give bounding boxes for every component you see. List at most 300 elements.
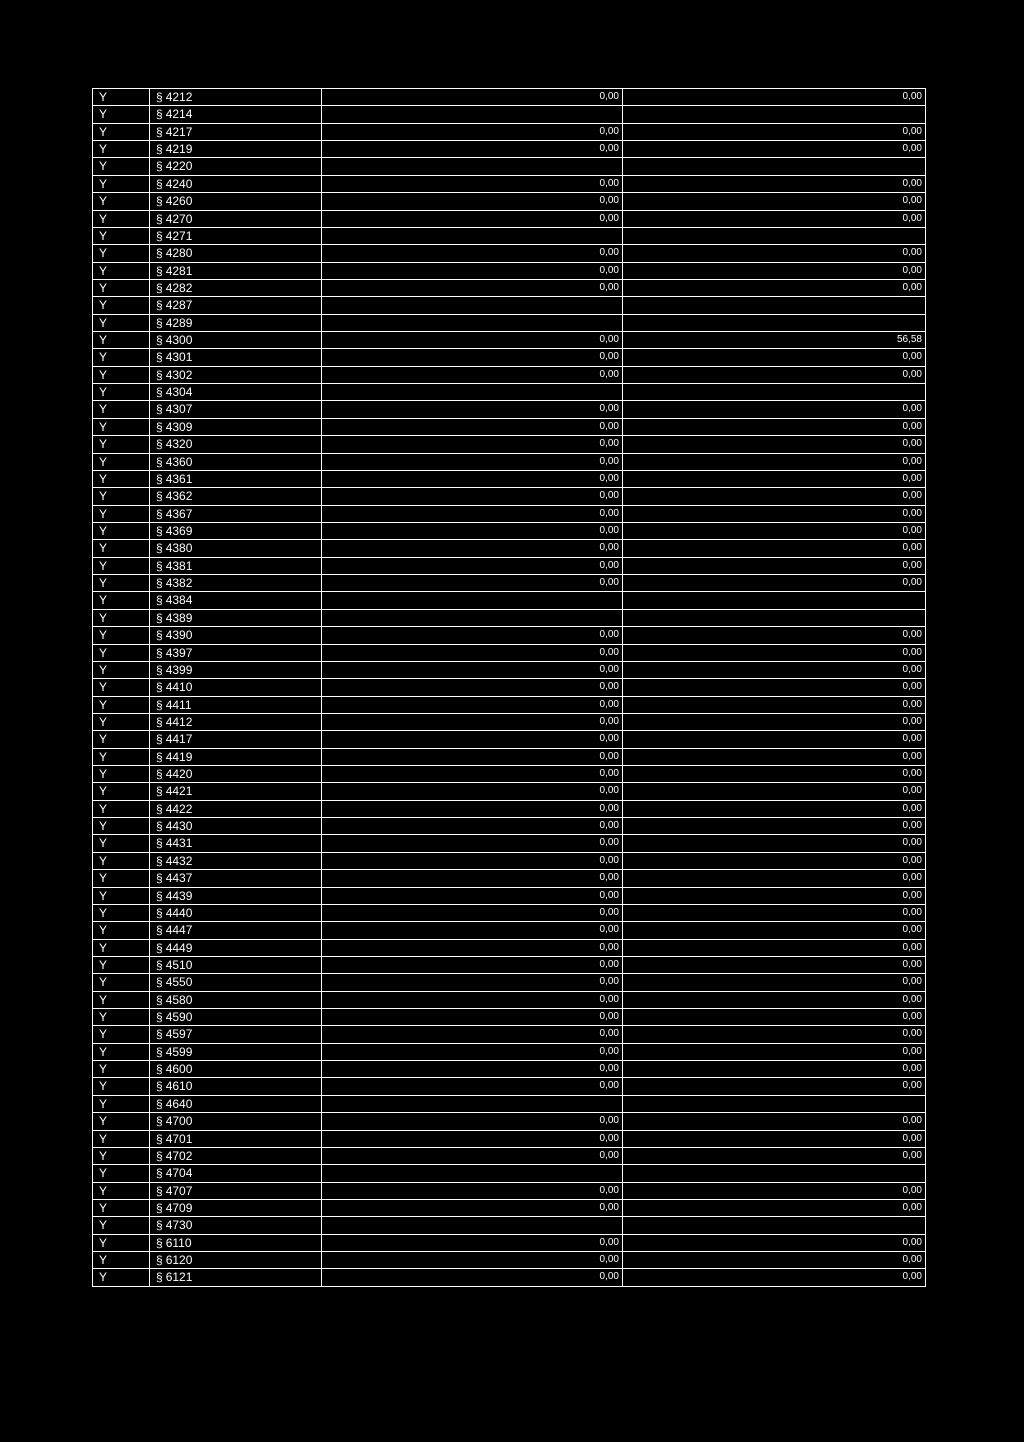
section-sign-icon: § <box>156 350 163 365</box>
paragraph-cell <box>150 731 322 747</box>
value-cell-1 <box>322 1165 623 1181</box>
paragraph-number: 4417 <box>165 732 193 747</box>
paragraph-cell <box>150 870 322 886</box>
value-cell-2: 0,00 <box>902 993 922 1005</box>
value-cell-1: 0,00 <box>322 1026 623 1042</box>
paragraph-number: 4420 <box>165 767 193 782</box>
value-cell-2: 0,00 <box>902 438 922 450</box>
table-row <box>93 1131 925 1148</box>
value-cell-1: 0,00 <box>322 349 623 365</box>
value-cell-2: 0,00 <box>902 837 922 849</box>
section-sign-icon: § <box>156 541 163 556</box>
paragraph-cell <box>150 211 322 227</box>
type-cell: Y <box>93 870 150 886</box>
paragraph-number: 4431 <box>165 836 193 851</box>
paragraph-cell <box>150 332 322 348</box>
section-sign-icon: § <box>156 732 163 747</box>
value-cell-2: 0,00 <box>902 715 922 727</box>
table-row <box>93 749 925 766</box>
section-sign-icon: § <box>156 992 163 1007</box>
section-sign-icon: § <box>156 1166 163 1181</box>
section-sign-icon: § <box>156 628 163 643</box>
value-cell-1 <box>322 1096 623 1112</box>
section-sign-icon: § <box>156 333 163 348</box>
paragraph-cell <box>150 124 322 140</box>
paragraph-number: 4707 <box>165 1183 193 1198</box>
type-cell: Y <box>93 1061 150 1077</box>
paragraph-number: 4432 <box>165 853 193 868</box>
type-cell: Y <box>93 853 150 869</box>
table-row <box>93 349 925 366</box>
value-cell-1: 0,00 <box>322 679 623 695</box>
type-cell: Y <box>93 558 150 574</box>
type-cell: Y <box>93 1113 150 1129</box>
paragraph-cell <box>150 1217 322 1233</box>
section-sign-icon: § <box>156 680 163 695</box>
paragraph-number: 4422 <box>165 801 193 816</box>
table-row <box>93 419 925 436</box>
paragraph-cell <box>150 1200 322 1216</box>
value-cell-2: 0,00 <box>902 1236 922 1248</box>
paragraph-cell <box>150 749 322 765</box>
table-row <box>93 523 925 540</box>
type-cell: Y <box>93 835 150 851</box>
table-row <box>93 488 925 505</box>
type-cell: Y <box>93 749 150 765</box>
table-row <box>93 905 925 922</box>
value-cell-1: 0,00 <box>322 471 623 487</box>
value-cell-2: 0,00 <box>902 698 922 710</box>
paragraph-number: 4700 <box>165 1114 193 1129</box>
value-cell-2: 0,00 <box>902 507 922 519</box>
type-cell: Y <box>93 1044 150 1060</box>
type-cell: Y <box>93 801 150 817</box>
section-sign-icon: § <box>156 940 163 955</box>
section-sign-icon: § <box>156 767 163 782</box>
section-sign-icon: § <box>156 1010 163 1025</box>
value-cell-1: 0,00 <box>322 263 623 279</box>
type-cell: Y <box>93 297 150 313</box>
section-sign-icon: § <box>156 1148 163 1163</box>
section-sign-icon: § <box>156 610 163 625</box>
section-sign-icon: § <box>156 489 163 504</box>
paragraph-number: 4437 <box>165 871 193 886</box>
type-cell: Y <box>93 89 150 105</box>
paragraph-cell <box>150 523 322 539</box>
paragraph-number: 4419 <box>165 749 193 764</box>
value-cell-1: 0,00 <box>322 367 623 383</box>
value-cell-1 <box>322 592 623 608</box>
section-sign-icon: § <box>156 1201 163 1215</box>
value-cell-2: 56,58 <box>896 334 922 346</box>
paragraph-number: 4600 <box>165 1062 193 1077</box>
value-cell-2: 0,00 <box>902 212 922 224</box>
section-sign-icon: § <box>156 801 163 816</box>
type-cell: Y <box>93 176 150 192</box>
type-cell: Y <box>93 315 150 331</box>
paragraph-number: 4730 <box>165 1218 193 1233</box>
value-cell-2 <box>623 610 925 626</box>
section-sign-icon: § <box>156 1027 163 1042</box>
paragraph-number: 4217 <box>165 124 193 139</box>
value-cell-2 <box>623 106 925 122</box>
paragraph-cell <box>150 367 322 383</box>
value-cell-2: 0,00 <box>902 802 922 814</box>
table-row <box>93 158 925 175</box>
paragraph-cell <box>150 558 322 574</box>
section-sign-icon: § <box>156 888 163 903</box>
paragraph-number: 4302 <box>165 367 193 382</box>
ledger-table <box>92 88 926 1287</box>
value-cell-2: 0,00 <box>902 577 922 589</box>
table-row <box>93 783 925 800</box>
paragraph-number: 4610 <box>165 1079 193 1094</box>
value-cell-2: 0,00 <box>902 195 922 207</box>
table-row <box>93 1269 925 1286</box>
type-cell: Y <box>93 263 150 279</box>
value-cell-2: 0,00 <box>902 455 922 467</box>
paragraph-cell <box>150 592 322 608</box>
paragraph-cell <box>150 436 322 452</box>
paragraph-cell <box>150 349 322 365</box>
type-cell: Y <box>93 1235 150 1251</box>
value-cell-1: 0,00 <box>322 540 623 556</box>
section-sign-icon: § <box>156 558 163 573</box>
type-cell: Y <box>93 124 150 140</box>
type-cell: Y <box>93 419 150 435</box>
table-row <box>93 332 925 349</box>
section-sign-icon: § <box>156 367 163 382</box>
type-cell: Y <box>93 523 150 539</box>
table-row <box>93 610 925 627</box>
paragraph-cell <box>150 280 322 296</box>
value-cell-1 <box>322 106 623 122</box>
table-row <box>93 1217 925 1234</box>
paragraph-cell <box>150 662 322 678</box>
paragraph-number: 4280 <box>165 246 193 261</box>
type-cell: Y <box>93 349 150 365</box>
value-cell-1: 0,00 <box>322 731 623 747</box>
paragraph-number: 4510 <box>165 957 193 972</box>
paragraph-number: 4397 <box>165 645 193 660</box>
table-row <box>93 1044 925 1061</box>
section-sign-icon: § <box>156 975 163 990</box>
paragraph-number: 4240 <box>165 176 193 191</box>
type-cell: Y <box>93 662 150 678</box>
section-sign-icon: § <box>156 1079 163 1094</box>
type-cell: Y <box>93 436 150 452</box>
paragraph-cell <box>150 575 322 591</box>
value-cell-2: 0,00 <box>902 490 922 502</box>
section-sign-icon: § <box>156 402 163 417</box>
paragraph-cell <box>150 679 322 695</box>
paragraph-number: 4439 <box>165 888 193 903</box>
type-cell: Y <box>93 106 150 122</box>
table-row <box>93 540 925 557</box>
value-cell-2: 0,00 <box>902 1080 922 1092</box>
table-row <box>93 193 925 210</box>
value-cell-1: 0,00 <box>322 992 623 1008</box>
paragraph-number: 4367 <box>165 506 193 521</box>
table-row <box>93 1061 925 1078</box>
value-cell-1: 0,00 <box>322 401 623 417</box>
type-cell: Y <box>93 940 150 956</box>
type-cell: Y <box>93 992 150 1008</box>
value-cell-2: 0,00 <box>902 472 922 484</box>
value-cell-2: 0,00 <box>902 924 922 936</box>
value-cell-1: 0,00 <box>322 1113 623 1129</box>
value-cell-2 <box>623 1217 925 1233</box>
section-sign-icon: § <box>156 923 163 938</box>
paragraph-number: 4702 <box>165 1148 193 1163</box>
value-cell-1: 0,00 <box>322 558 623 574</box>
paragraph-cell <box>150 384 322 400</box>
value-cell-1 <box>322 610 623 626</box>
value-cell-2: 0,00 <box>902 1149 922 1161</box>
paragraph-cell <box>150 974 322 990</box>
type-cell: Y <box>93 367 150 383</box>
table-row <box>93 627 925 644</box>
paragraph-number: 4287 <box>165 298 193 313</box>
value-cell-2: 0,00 <box>902 91 922 102</box>
type-cell: Y <box>93 401 150 417</box>
value-cell-2 <box>623 158 925 174</box>
value-cell-2: 0,00 <box>902 1045 922 1057</box>
value-cell-1: 0,00 <box>322 957 623 973</box>
value-cell-1: 0,00 <box>322 332 623 348</box>
value-cell-1: 0,00 <box>322 870 623 886</box>
paragraph-number: 4430 <box>165 819 193 834</box>
section-sign-icon: § <box>156 714 163 729</box>
paragraph-number: 4597 <box>165 1027 193 1042</box>
section-sign-icon: § <box>156 784 163 799</box>
paragraph-cell <box>150 1148 322 1164</box>
section-sign-icon: § <box>156 1253 163 1268</box>
section-sign-icon: § <box>156 1062 163 1077</box>
type-cell: Y <box>93 211 150 227</box>
paragraph-number: 4260 <box>165 194 193 209</box>
type-cell: Y <box>93 540 150 556</box>
paragraph-number: 4590 <box>165 1010 193 1025</box>
type-cell: Y <box>93 818 150 834</box>
value-cell-2: 0,00 <box>902 281 922 293</box>
table-row <box>93 1148 925 1165</box>
paragraph-number: 4382 <box>165 576 193 591</box>
type-cell: Y <box>93 471 150 487</box>
paragraph-number: 4411 <box>165 697 192 712</box>
paragraph-number: 4421 <box>165 784 193 799</box>
paragraph-number: 4369 <box>165 523 193 538</box>
value-cell-2 <box>623 592 925 608</box>
paragraph-cell <box>150 158 322 174</box>
table-row <box>93 106 925 123</box>
type-cell: Y <box>93 679 150 695</box>
value-cell-1: 0,00 <box>322 1183 623 1199</box>
type-cell: Y <box>93 1183 150 1199</box>
type-cell: Y <box>93 1096 150 1112</box>
value-cell-2: 0,00 <box>902 941 922 953</box>
paragraph-cell <box>150 783 322 799</box>
paragraph-number: 4412 <box>165 714 193 729</box>
value-cell-2: 0,00 <box>902 750 922 762</box>
value-cell-1: 0,00 <box>322 1148 623 1164</box>
value-cell-1: 0,00 <box>322 1200 623 1216</box>
section-sign-icon: § <box>156 298 163 313</box>
section-sign-icon: § <box>156 593 163 608</box>
value-cell-1: 0,00 <box>322 853 623 869</box>
paragraph-number: 4309 <box>165 419 193 434</box>
value-cell-2: 0,00 <box>902 351 922 363</box>
value-cell-1: 0,00 <box>322 766 623 782</box>
paragraph-number: 4550 <box>165 975 193 990</box>
table-row <box>93 506 925 523</box>
table-row <box>93 992 925 1009</box>
paragraph-number: 6110 <box>165 1235 192 1250</box>
table-row <box>93 575 925 592</box>
value-cell-1: 0,00 <box>322 141 623 157</box>
paragraph-number: 4220 <box>165 159 193 174</box>
section-sign-icon: § <box>156 107 163 122</box>
value-cell-2: 0,00 <box>902 889 922 901</box>
section-sign-icon: § <box>156 176 163 191</box>
paragraph-cell <box>150 245 322 261</box>
paragraph-cell <box>150 645 322 661</box>
paragraph-number: 4214 <box>165 107 193 122</box>
type-cell: Y <box>93 1009 150 1025</box>
value-cell-2 <box>623 228 925 244</box>
section-sign-icon: § <box>156 819 163 834</box>
value-cell-2 <box>623 384 925 400</box>
value-cell-1: 0,00 <box>322 1131 623 1147</box>
paragraph-number: 4384 <box>165 593 193 608</box>
table-row <box>93 141 925 158</box>
value-cell-2: 0,00 <box>902 1184 922 1196</box>
table-row <box>93 245 925 262</box>
type-cell: Y <box>93 193 150 209</box>
type-cell: Y <box>93 1148 150 1164</box>
value-cell-2: 0,00 <box>902 768 922 780</box>
paragraph-number: 4320 <box>165 437 193 452</box>
type-cell: Y <box>93 1026 150 1042</box>
paragraph-cell <box>150 488 322 504</box>
value-cell-2: 0,00 <box>902 1011 922 1023</box>
section-sign-icon: § <box>156 1114 163 1129</box>
section-sign-icon: § <box>156 385 163 400</box>
value-cell-2 <box>623 297 925 313</box>
table-row <box>93 662 925 679</box>
type-cell: Y <box>93 731 150 747</box>
value-cell-2: 0,00 <box>902 368 922 380</box>
paragraph-number: 4704 <box>165 1166 193 1181</box>
paragraph-cell <box>150 454 322 470</box>
section-sign-icon: § <box>156 662 163 677</box>
table-row <box>93 280 925 297</box>
type-cell: Y <box>93 766 150 782</box>
value-cell-1: 0,00 <box>322 176 623 192</box>
value-cell-1: 0,00 <box>322 1269 623 1285</box>
section-sign-icon: § <box>156 853 163 868</box>
paragraph-number: 4281 <box>165 263 193 278</box>
section-sign-icon: § <box>156 1270 163 1285</box>
value-cell-1: 0,00 <box>322 974 623 990</box>
table-row <box>93 1009 925 1026</box>
type-cell: Y <box>93 158 150 174</box>
paragraph-number: 6121 <box>165 1270 193 1285</box>
section-sign-icon: § <box>156 419 163 434</box>
value-cell-1: 0,00 <box>322 645 623 661</box>
section-sign-icon: § <box>156 1218 163 1233</box>
value-cell-1 <box>322 297 623 313</box>
type-cell: Y <box>93 714 150 730</box>
value-cell-1 <box>322 315 623 331</box>
paragraph-cell <box>150 1165 322 1181</box>
table-row <box>93 436 925 453</box>
value-cell-1: 0,00 <box>322 575 623 591</box>
table-row <box>93 592 925 609</box>
table-row <box>93 1078 925 1095</box>
value-cell-1: 0,00 <box>322 922 623 938</box>
paragraph-cell <box>150 506 322 522</box>
type-cell: Y <box>93 1200 150 1216</box>
paragraph-number: 4270 <box>165 211 193 226</box>
paragraph-number: 4361 <box>165 471 193 486</box>
paragraph-cell <box>150 1044 322 1060</box>
value-cell-1: 0,00 <box>322 454 623 470</box>
paragraph-number: 4271 <box>165 228 193 243</box>
value-cell-1: 0,00 <box>322 211 623 227</box>
paragraph-cell <box>150 835 322 851</box>
type-cell: Y <box>93 783 150 799</box>
paragraph-cell <box>150 957 322 973</box>
paragraph-cell <box>150 992 322 1008</box>
paragraph-number: 4399 <box>165 662 193 677</box>
type-cell: Y <box>93 575 150 591</box>
type-cell: Y <box>93 280 150 296</box>
paragraph-cell <box>150 176 322 192</box>
section-sign-icon: § <box>156 506 163 521</box>
section-sign-icon: § <box>156 437 163 452</box>
table-row <box>93 1235 925 1252</box>
value-cell-2: 0,00 <box>902 1254 922 1266</box>
section-sign-icon: § <box>156 749 163 764</box>
paragraph-cell <box>150 89 322 105</box>
value-cell-2: 0,00 <box>902 264 922 276</box>
section-sign-icon: § <box>156 905 163 920</box>
paragraph-number: 4410 <box>165 680 193 695</box>
type-cell: Y <box>93 332 150 348</box>
type-cell: Y <box>93 384 150 400</box>
value-cell-2: 0,00 <box>902 785 922 797</box>
table-row <box>93 714 925 731</box>
value-cell-1: 0,00 <box>322 1009 623 1025</box>
value-cell-1 <box>322 1217 623 1233</box>
section-sign-icon: § <box>156 471 163 486</box>
value-cell-2: 0,00 <box>902 1115 922 1127</box>
value-cell-1: 0,00 <box>322 1044 623 1060</box>
value-cell-1: 0,00 <box>322 245 623 261</box>
paragraph-number: 4307 <box>165 402 193 417</box>
paragraph-number: 4362 <box>165 489 193 504</box>
paragraph-number: 4282 <box>165 280 193 295</box>
paragraph-number: 4380 <box>165 541 193 556</box>
table-row <box>93 731 925 748</box>
table-row <box>93 297 925 314</box>
table-row <box>93 818 925 835</box>
paragraph-cell <box>150 610 322 626</box>
paragraph-number: 4304 <box>165 385 193 400</box>
table-row <box>93 471 925 488</box>
section-sign-icon: § <box>156 1096 163 1111</box>
